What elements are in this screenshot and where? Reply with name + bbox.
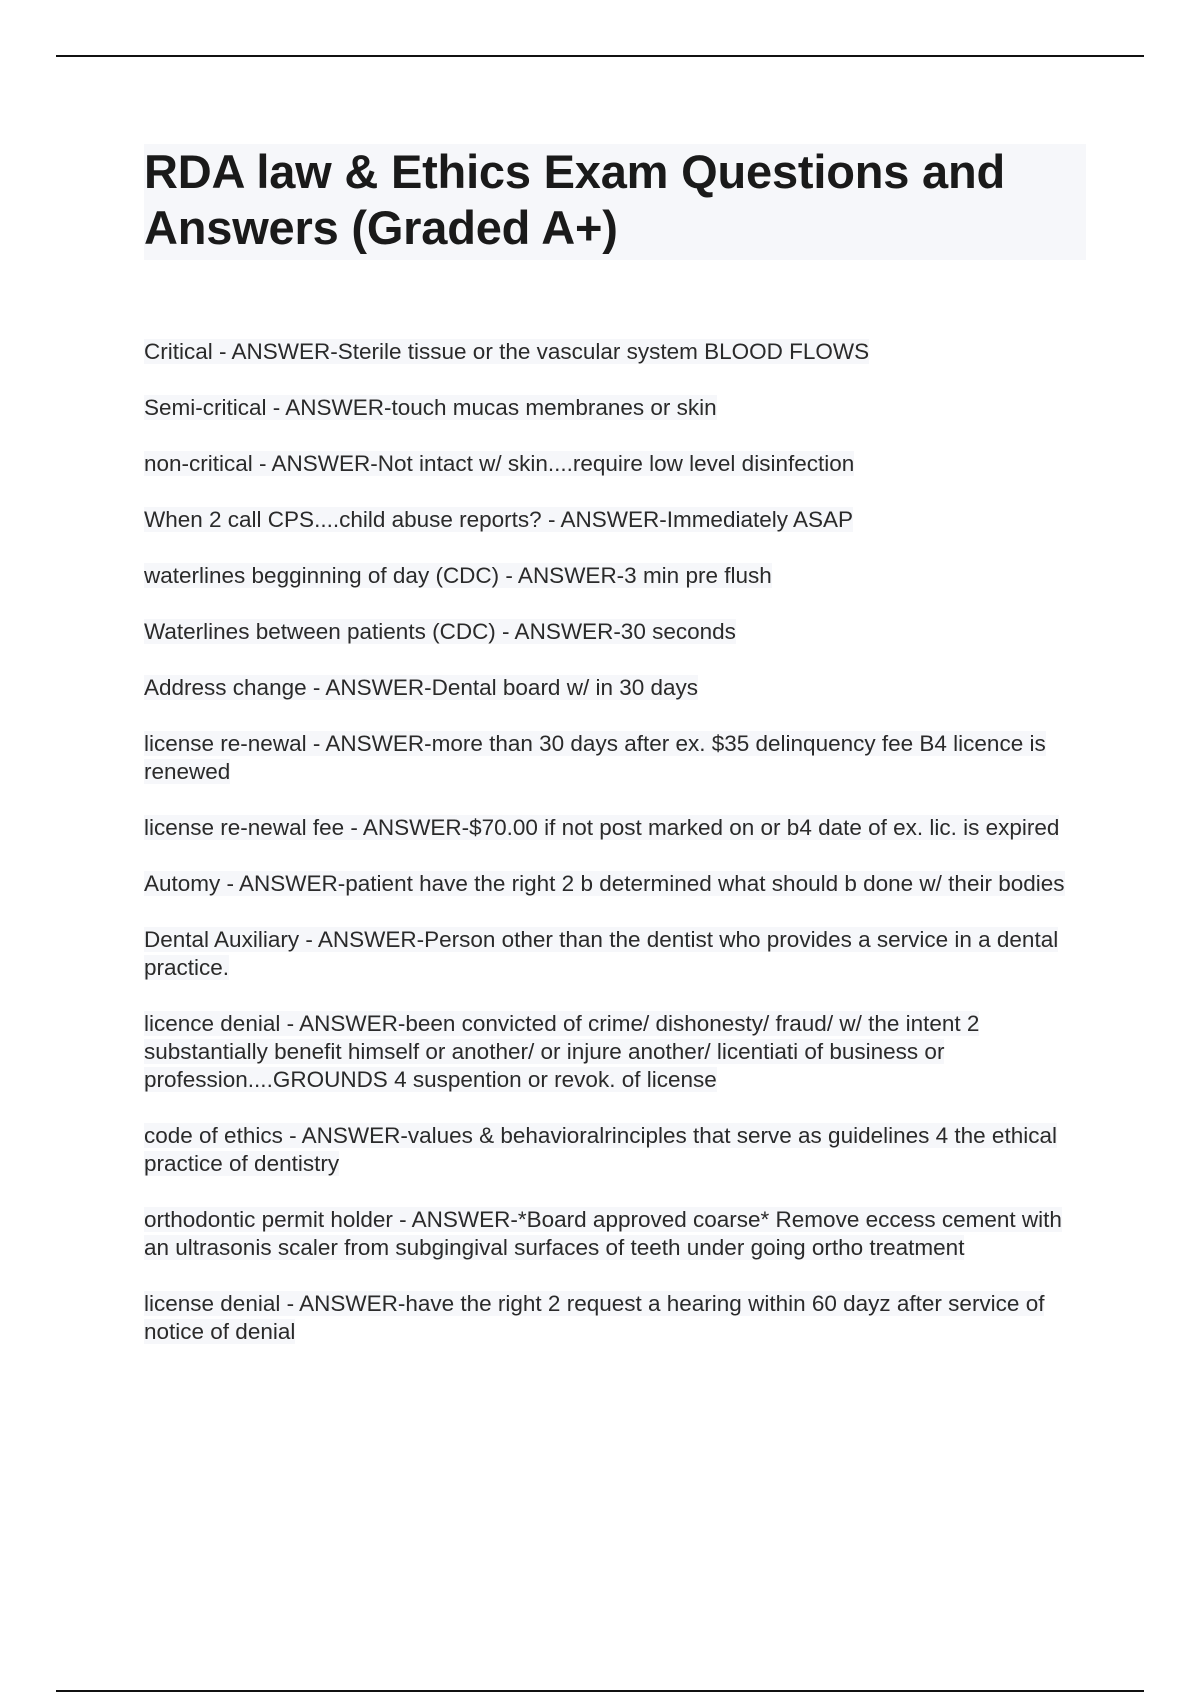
qa-item bbox=[144, 450, 1089, 478]
qa-text: Critical - ANSWER-Sterile tissue or the vascular system BLOOD FLOWS bbox=[144, 339, 870, 364]
qa-item bbox=[144, 1010, 1089, 1094]
qa-text: Waterlines between patients (CDC) - ANSWER-30 seconds bbox=[144, 619, 736, 644]
qa-item bbox=[144, 1206, 1089, 1262]
qa-text: license denial - ANSWER-have the right 2 request a hearing within 60 dayz after service of notice of denial bbox=[144, 1291, 1045, 1344]
qa-item bbox=[144, 926, 1089, 982]
qa-item bbox=[144, 338, 1089, 366]
qa-text: non-critical - ANSWER-Not intact w/ skin....require low level disinfection bbox=[144, 451, 855, 476]
qa-item bbox=[144, 730, 1089, 786]
qa-text: license re-newal fee - ANSWER-$70.00 if not post marked on or b4 date of ex. lic. is expired bbox=[144, 815, 1060, 840]
qa-item bbox=[144, 618, 1089, 646]
qa-item bbox=[144, 1122, 1089, 1178]
qa-text: orthodontic permit holder - ANSWER-*Board approved coarse* Remove eccess cement with an ultrasonis scaler from subgingival surfaces of teeth under going ortho treatment bbox=[144, 1207, 1062, 1260]
qa-text: Dental Auxiliary - ANSWER-Person other than the dentist who provides a service in a dental practice. bbox=[144, 927, 1059, 980]
qa-item bbox=[144, 814, 1089, 842]
qa-text: Address change - ANSWER-Dental board w/ in 30 days bbox=[144, 675, 699, 700]
qa-text: licence denial - ANSWER-been convicted of crime/ dishonesty/ fraud/ w/ the intent 2 substantially benefit himself or another/ or injure another/ licentiati of business or profession....GROUNDS 4 suspention or revok. of license bbox=[144, 1011, 980, 1092]
qa-item bbox=[144, 674, 1089, 702]
qa-text: Automy - ANSWER-patient have the right 2 b determined what should b done w/ their bodies bbox=[144, 871, 1065, 896]
qa-text: When 2 call CPS....child abuse reports? - ANSWER-Immediately ASAP bbox=[144, 507, 854, 532]
qa-list bbox=[144, 338, 1089, 1374]
document-title: RDA law & Ethics Exam Questions and Answers (Graded A+) bbox=[144, 145, 1005, 254]
qa-item bbox=[144, 506, 1089, 534]
qa-item bbox=[144, 562, 1089, 590]
top-rule bbox=[56, 55, 1144, 57]
qa-text: waterlines begginning of day (CDC) - ANSWER-3 min pre flush bbox=[144, 563, 772, 588]
title-block bbox=[144, 144, 1086, 260]
qa-text: code of ethics - ANSWER-values & behavioralrinciples that serve as guidelines 4 the ethical practice of dentistry bbox=[144, 1123, 1057, 1176]
qa-item bbox=[144, 394, 1089, 422]
qa-item bbox=[144, 870, 1089, 898]
qa-item bbox=[144, 1290, 1089, 1346]
qa-text: license re-newal - ANSWER-more than 30 days after ex. $35 delinquency fee B4 licence is renewed bbox=[144, 731, 1046, 784]
bottom-rule bbox=[56, 1690, 1144, 1692]
qa-text: Semi-critical - ANSWER-touch mucas membranes or skin bbox=[144, 395, 717, 420]
